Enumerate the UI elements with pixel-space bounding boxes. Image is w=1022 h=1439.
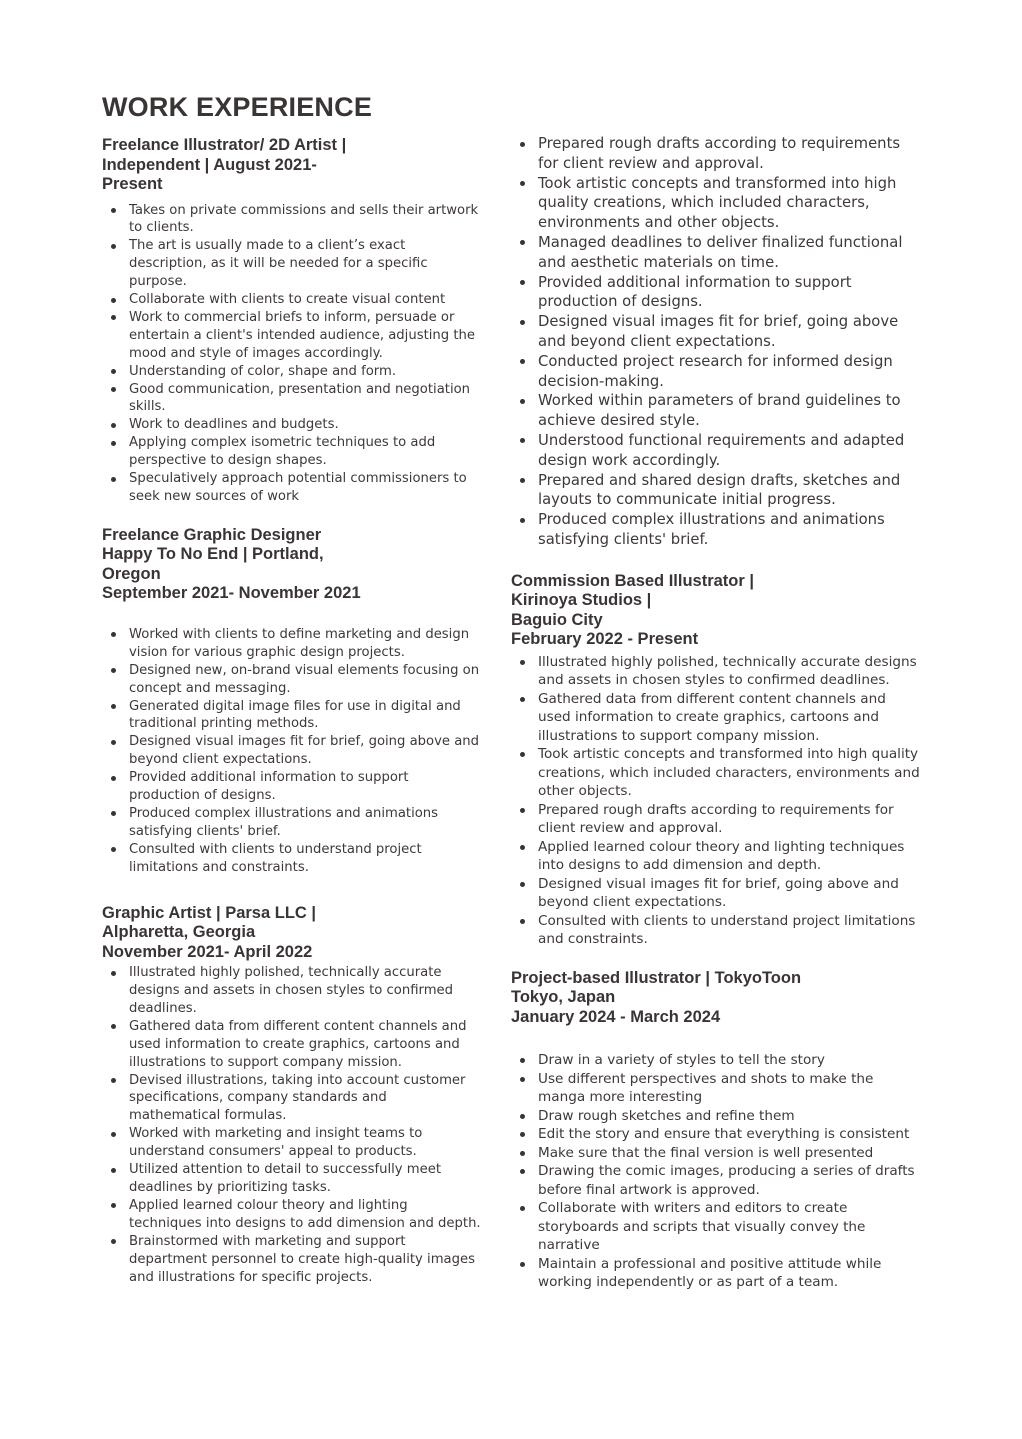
- bullet-item: Took artistic concepts and transformed into high quality creations, which included characters, environments and other objects.: [511, 745, 921, 801]
- bullet-item: Worked with clients to define marketing and design vision for various graphic design projects.: [102, 626, 482, 662]
- bullet-item: Use different perspectives and shots to make the manga more interesting: [511, 1070, 921, 1107]
- bullet-item: Provided additional information to support production of designs.: [511, 273, 921, 313]
- bullet-item: Conducted project research for informed design decision-making.: [511, 352, 921, 392]
- job-continued-bullets: [511, 134, 921, 550]
- bullet-item: Brainstormed with marketing and support department personnel to create high-quality images and illustrations for specific projects.: [102, 1233, 482, 1287]
- job-project-illustrator-tokyotoon: [511, 969, 921, 1292]
- bullet-item: Drawing the comic images, producing a series of drafts before final artwork is approved.: [511, 1162, 921, 1199]
- job-heading: Freelance Illustrator/ 2D Artist | Independent | August 2021- Present: [102, 136, 347, 193]
- bullet-item: Collaborate with writers and editors to create storyboards and scripts that visually convey the narrative: [511, 1199, 921, 1255]
- job-heading: Commission Based Illustrator | Kirinoya Studios | Baguio City February 2022 - Present: [511, 571, 755, 649]
- bullet-item: Gathered data from different content channels and used information to create graphics, cartoons and illustrations to support company mission.: [102, 1018, 482, 1072]
- job-bullets: [511, 1051, 921, 1292]
- page-title: WORK EXPERIENCE: [102, 92, 373, 122]
- bullet-item: Applied learned colour theory and lighting techniques into designs to add dimension and depth.: [511, 838, 921, 875]
- bullet-item: Work to commercial briefs to inform, persuade or entertain a client's intended audience, adjusting the mood and style of images accordingly.: [102, 309, 482, 363]
- bullet-item: Devised illustrations, taking into account customer specifications, company standards and mathematical formulas.: [102, 1072, 482, 1126]
- bullet-item: Worked with marketing and insight teams to understand consumers' appeal to products.: [102, 1125, 482, 1161]
- bullet-item: Provided additional information to support production of designs.: [102, 769, 482, 805]
- bullet-item: Produced complex illustrations and animations satisfying clients' brief.: [102, 805, 482, 841]
- bullet-item: Collaborate with clients to create visual content: [102, 291, 482, 309]
- bullet-item: Designed visual images fit for brief, going above and beyond client expectations.: [511, 312, 921, 352]
- job-bullets: [102, 202, 482, 506]
- bullet-item: Took artistic concepts and transformed into high quality creations, which included characters, environments and other objects.: [511, 174, 921, 233]
- bullet-item: Generated digital image files for use in digital and traditional printing methods.: [102, 698, 482, 734]
- bullet-item: Consulted with clients to understand project limitations and constraints.: [511, 912, 921, 949]
- bullet-item: Illustrated highly polished, technically accurate designs and assets in chosen styles to confirmed deadlines.: [102, 964, 482, 1018]
- bullet-item: Prepared and shared design drafts, sketches and layouts to communicate initial progress.: [511, 471, 921, 511]
- bullet-item: Applied learned colour theory and lighting techniques into designs to add dimension and depth.: [102, 1197, 482, 1233]
- bullet-item: Draw in a variety of styles to tell the story: [511, 1051, 921, 1070]
- bullet-item: The art is usually made to a client’s exact description, as it will be needed for a specific purpose.: [102, 237, 482, 291]
- job-heading: Graphic Artist | Parsa LLC | Alpharetta, Georgia November 2021- April 2022: [102, 903, 317, 961]
- bullet-item: Understanding of color, shape and form.: [102, 363, 482, 381]
- bullet-item: Understood functional requirements and adapted design work accordingly.: [511, 431, 921, 471]
- job-freelance-illustrator: [102, 136, 482, 506]
- job-bullets: [102, 964, 482, 1286]
- bullet-item: Illustrated highly polished, technically accurate designs and assets in chosen styles to confirmed deadlines.: [511, 653, 921, 690]
- job-graphic-artist-parsa: [102, 904, 482, 1287]
- bullet-item: Designed visual images fit for brief, going above and beyond client expectations.: [511, 875, 921, 912]
- bullet-item: Edit the story and ensure that everything is consistent: [511, 1125, 921, 1144]
- left-column: [102, 136, 482, 1286]
- bullet-item: Speculatively approach potential commissioners to seek new sources of work: [102, 470, 482, 506]
- job-commission-illustrator-kirinoya: [511, 572, 921, 949]
- bullet-item: Worked within parameters of brand guidelines to achieve desired style.: [511, 391, 921, 431]
- bullet-item: Designed visual images fit for brief, going above and beyond client expectations.: [102, 733, 482, 769]
- job-bullets: [511, 134, 921, 550]
- bullet-item: Prepared rough drafts according to requirements for client review and approval.: [511, 801, 921, 838]
- right-column: [511, 134, 921, 1292]
- job-freelance-graphic-designer: [102, 526, 482, 877]
- bullet-item: Produced complex illustrations and animations satisfying clients' brief.: [511, 510, 921, 550]
- bullet-item: Draw rough sketches and refine them: [511, 1107, 921, 1126]
- job-heading: Freelance Graphic Designer Happy To No End | Portland, Oregon September 2021- November 2021: [102, 525, 361, 603]
- bullet-item: Maintain a professional and positive attitude while working independently or as part of a team.: [511, 1255, 921, 1292]
- bullet-item: Gathered data from different content channels and used information to create graphics, cartoons and illustrations to support company mission.: [511, 690, 921, 746]
- job-heading: Project-based Illustrator | TokyoToon Tokyo, Japan January 2024 - March 2024: [511, 968, 802, 1026]
- job-bullets: [511, 653, 921, 949]
- bullet-item: Designed new, on-brand visual elements focusing on concept and messaging.: [102, 662, 482, 698]
- bullet-item: Takes on private commissions and sells their artwork to clients.: [102, 202, 482, 238]
- bullet-item: Applying complex isometric techniques to add perspective to design shapes.: [102, 434, 482, 470]
- bullet-item: Work to deadlines and budgets.: [102, 416, 482, 434]
- bullet-item: Consulted with clients to understand project limitations and constraints.: [102, 841, 482, 877]
- bullet-item: Prepared rough drafts according to requirements for client review and approval.: [511, 134, 921, 174]
- bullet-item: Make sure that the final version is well presented: [511, 1144, 921, 1163]
- bullet-item: Managed deadlines to deliver finalized functional and aesthetic materials on time.: [511, 233, 921, 273]
- bullet-item: Utilized attention to detail to successfully meet deadlines by prioritizing tasks.: [102, 1161, 482, 1197]
- bullet-item: Good communication, presentation and negotiation skills.: [102, 381, 482, 417]
- job-bullets: [102, 626, 482, 877]
